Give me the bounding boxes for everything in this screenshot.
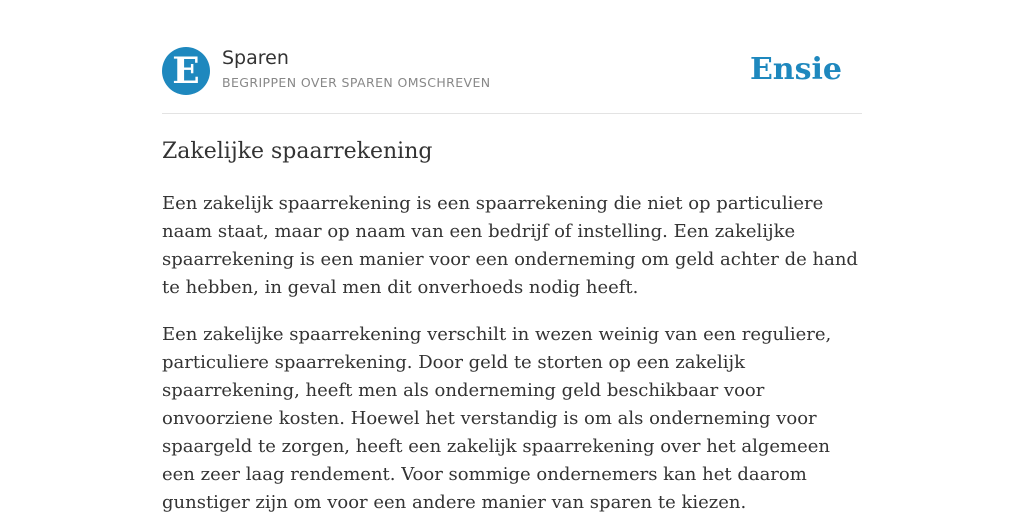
site-title[interactable]: Sparen bbox=[222, 47, 289, 69]
article-paragraph-2: Een zakelijke spaarrekening verschilt in wezen weinig van een reguliere, particuliere spaarrekening. Door geld te storten op een zakelijk spaarrekening, heeft men als onderneming geld beschikbaar voor onvoorziene kosten. Hoewel het verstandig is om als onderneming voor spaargeld te zorgen, heeft een zakelijk spaarrekening over het algemeen een zeer laag rendement. Voor sommige ondernemers kan het daarom gunstiger zijn om voor een andere manier van sparen te kiezen. bbox=[162, 324, 832, 512]
site-header bbox=[162, 46, 862, 96]
article-paragraph-1: Een zakelijk spaarrekening is een spaarrekening die niet op particuliere naam staat, maar op naam van een bedrijf of instelling. Een zakelijke spaarrekening is een manier voor een onderneming om geld achter de hand te hebben, in geval men dit onverhoeds nodig heeft. bbox=[162, 193, 858, 298]
header-divider bbox=[162, 113, 862, 114]
ensie-logo-icon[interactable]: E bbox=[162, 47, 210, 95]
brand-logo[interactable]: Ensie bbox=[749, 52, 842, 87]
article bbox=[162, 138, 862, 512]
article-title: Zakelijke spaarrekening bbox=[162, 139, 433, 164]
site-subtitle: BEGRIPPEN OVER SPAREN OMSCHREVEN bbox=[222, 75, 491, 90]
